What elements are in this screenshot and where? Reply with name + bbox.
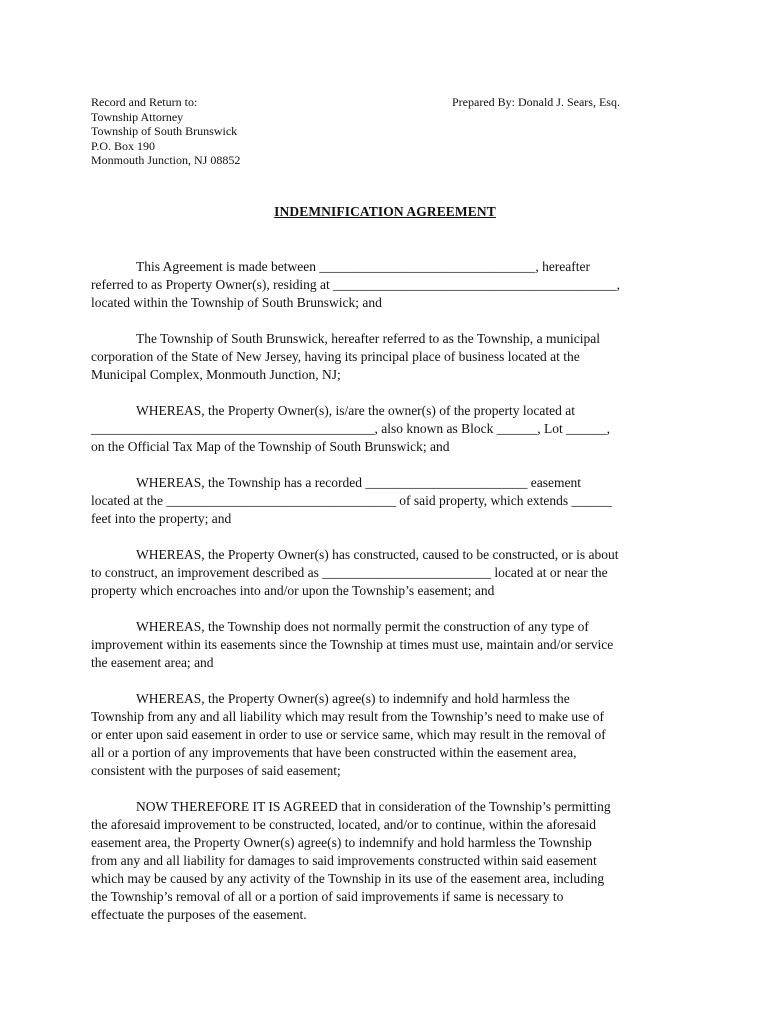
text-line: WHEREAS, the Property Owner(s), is/are the owner(s) of the property located at	[136, 403, 575, 418]
text-line: WHEREAS, the Township does not normally permit the construction of any type of	[136, 619, 589, 634]
text-line: WHEREAS, the Property Owner(s) agree(s) to indemnify and hold harmless the	[136, 691, 570, 706]
text-line: the Township’s removal of all or a portion of said improvements if same is necessary to	[91, 889, 564, 904]
record-line: Township Attorney	[91, 109, 184, 124]
paragraph	[91, 618, 680, 672]
paragraph	[91, 690, 680, 780]
text-line: easement area, the Property Owner(s) agree(s) to indemnify and hold harmless the Township	[91, 835, 592, 850]
text-line: to construct, an improvement described as _________________________ located at or near the	[91, 565, 608, 580]
text-line: or enter upon said easement in order to use or service same, which may result in the removal of	[91, 727, 606, 742]
text-line: the easement area; and	[91, 655, 214, 670]
text-line: improvement within its easements since the Township at times must use, maintain and/or service	[91, 637, 614, 652]
text-line: corporation of the State of New Jersey, having its principal place of business located at the	[91, 349, 580, 364]
text-line: which may be caused by any activity of the Township in its use of the easement area, including	[91, 871, 605, 886]
text-line: located within the Township of South Brunswick; and	[91, 295, 382, 310]
paragraph	[91, 258, 680, 312]
document-title: INDEMNIFICATION AGREEMENT	[274, 204, 496, 219]
text-line: effectuate the purposes of the easement.	[91, 907, 307, 922]
text-line: located at the __________________________________ of said property, which extends ______	[91, 493, 613, 508]
text-line: The Township of South Brunswick, hereafter referred to as the Township, a municipal	[136, 331, 600, 346]
text-line: WHEREAS, the Township has a recorded ________________________ easement	[136, 475, 581, 490]
text-line: NOW THEREFORE IT IS AGREED that in consideration of the Township’s permitting	[136, 799, 611, 814]
text-line: WHEREAS, the Property Owner(s) has constructed, caused to be constructed, or is about	[136, 547, 619, 562]
text-line: feet into the property; and	[91, 511, 232, 526]
text-line: Township from any and all liability which may result from the Township’s need to make use of	[91, 709, 605, 724]
text-line: referred to as Property Owner(s), residing at __________________________________________,	[91, 277, 621, 292]
paragraph	[91, 546, 680, 600]
text-line: Municipal Complex, Monmouth Junction, NJ;	[91, 367, 341, 382]
paragraph	[91, 798, 680, 924]
record-line: P.O. Box 190	[91, 138, 156, 153]
text-line: from any and all liability for damages to said improvements constructed within said easement	[91, 853, 597, 868]
record-line: Monmouth Junction, NJ 08852	[91, 153, 241, 168]
text-line: This Agreement is made between ________________________________, hereafter	[136, 259, 591, 274]
record-line: Township of South Brunswick	[91, 124, 238, 139]
record-and-return-block	[91, 95, 240, 168]
text-line: property which encroaches into and/or upon the Township’s easement; and	[91, 583, 495, 598]
text-line: consistent with the purposes of said easement;	[91, 763, 341, 778]
record-line: Record and Return to:	[91, 95, 198, 109]
paragraph	[91, 474, 680, 528]
text-line: __________________________________________, also known as Block ______, Lot ______,	[91, 421, 610, 436]
paragraph	[91, 330, 680, 384]
document-body	[91, 258, 680, 942]
prepared-by: Prepared By: Donald J. Sears, Esq.	[452, 95, 620, 109]
text-line: all or a portion of any improvements that have been constructed within the easement area,	[91, 745, 577, 760]
paragraph	[91, 402, 680, 456]
text-line: the aforesaid improvement to be constructed, located, and/or to continue, within the aforesaid	[91, 817, 596, 832]
text-line: on the Official Tax Map of the Township of South Brunswick; and	[91, 439, 450, 454]
